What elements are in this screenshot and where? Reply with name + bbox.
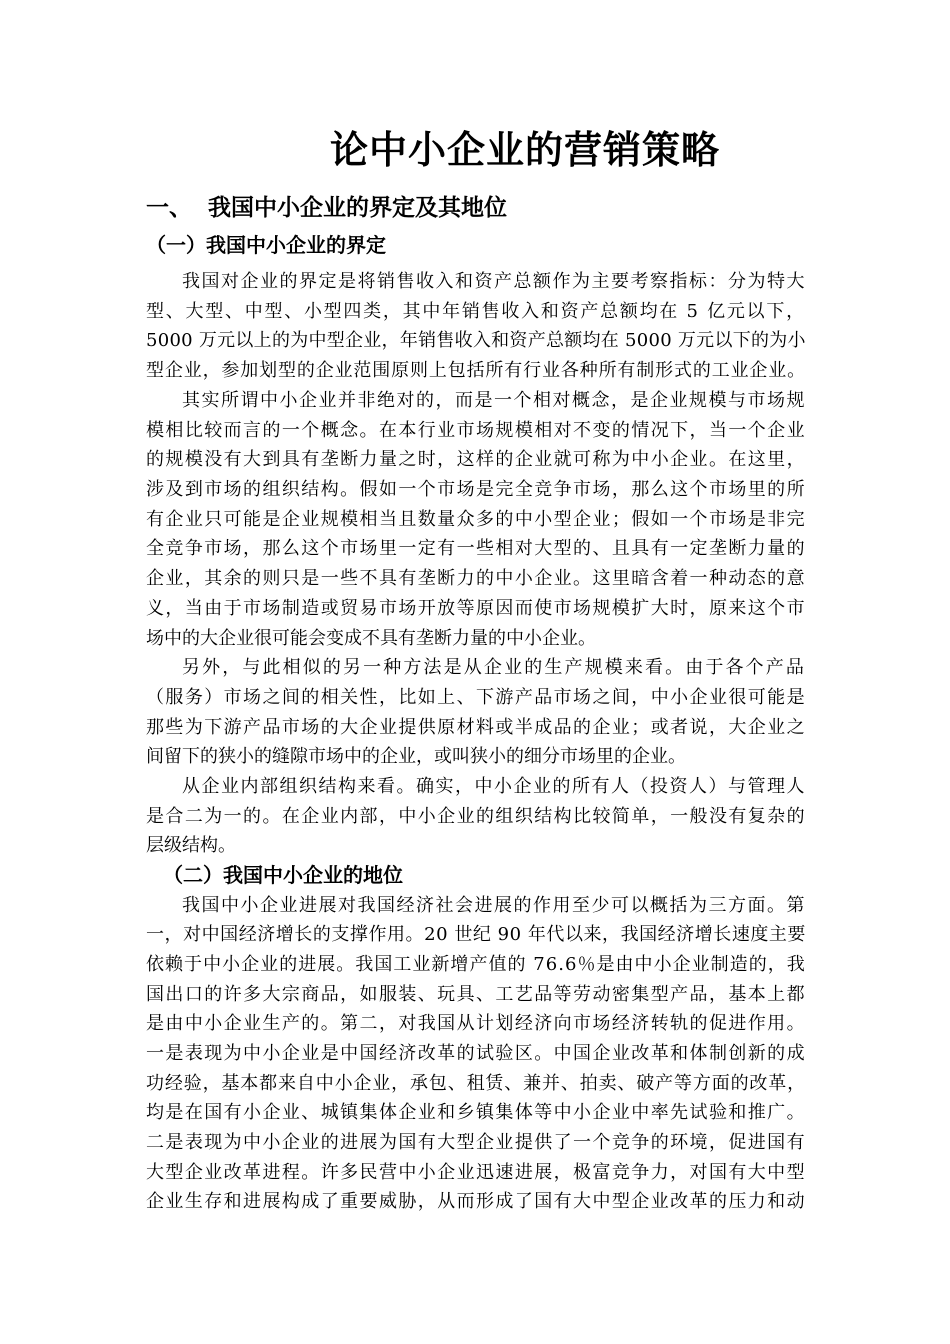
text-line: 有企业只可能是企业规模相当且数量众多的中小型企业；假如一个市场是非完: [146, 509, 806, 530]
text-line: （服务）市场之间的相关性，比如上、下游产品市场之间，中小企业很可能是: [146, 687, 806, 708]
section-number: 一、: [146, 195, 192, 221]
subsection-heading-2: （二）我国中小企业的地位: [163, 863, 403, 887]
text-line: 型、大型、中型、小型四类，其中年销售收入和资产总额均在 5 亿元以下，: [146, 301, 806, 322]
text-line: 全竞争市场，那么这个市场里一定有一些相对大型的、且具有一定垄断力量的: [146, 538, 806, 559]
text-line: 一是表现为中小企业是中国经济改革的试验区。中国企业改革和体制创新的成: [146, 1043, 806, 1064]
text-line: 的规模没有大到具有垄断力量之时，这样的企业就可称为中小企业。在这里，: [146, 449, 806, 470]
text-line: 企业，其余的则只是一些不具有垄断力的中小企业。这里暗含着一种动态的意: [146, 568, 806, 589]
text-line: 5000 万元以上的为中型企业，年销售收入和资产总额均在 5000 万元以下的为小: [146, 330, 806, 351]
document-title: 论中小企业的营销策略: [330, 128, 721, 172]
text-line: 依赖于中小企业的进展。我国工业新增产值的 76.6％是由中小企业制造的，我: [146, 954, 806, 975]
text-line: 义，当由于市场制造或贸易市场开放等原因而使市场规模扩大时，原来这个市: [146, 598, 806, 619]
text-line: 均是在国有小企业、城镇集体企业和乡镇集体等中小企业中率先试验和推广。: [146, 1102, 806, 1123]
text-line: 场中的大企业很可能会变成不具有垄断力量的中小企业。: [146, 628, 596, 649]
text-line: 模相比较而言的一个概念。在本行业市场规模相对不变的情况下，当一个企业: [146, 420, 806, 441]
text-line: 那些为下游产品市场的大企业提供原材料或半成品的企业；或者说，大企业之: [146, 717, 806, 738]
text-line: 层级结构。: [146, 835, 236, 856]
text-line: 另外，与此相似的另一种方法是从企业的生产规模来看。由于各个产品: [182, 657, 806, 678]
text-line: 二是表现为中小企业的进展为国有大型企业提供了一个竞争的环境，促进国有: [146, 1132, 806, 1153]
text-line: 企业生存和进展构成了重要威胁，从而形成了国有大中型企业改革的压力和动: [146, 1191, 806, 1212]
text-line: 是由中小企业生产的。第二，对我国从计划经济向市场经济转轨的促进作用。: [146, 1013, 806, 1034]
text-line: 其实所谓中小企业并非绝对的，而是一个相对概念，是企业规模与市场规: [182, 390, 806, 411]
text-line: 国出口的许多大宗商品，如服装、玩具、工艺品等劳动密集型产品，基本上都: [146, 984, 806, 1005]
text-line: 是合二为一的。在企业内部，中小企业的组织结构比较简单，一般没有复杂的: [146, 806, 806, 827]
text-line: 我国对企业的界定是将销售收入和资产总额作为主要考察指标：分为特大: [182, 271, 806, 292]
text-line: 我国中小企业进展对我国经济社会进展的作用至少可以概括为三方面。第: [182, 895, 806, 916]
text-line: 间留下的狭小的缝隙市场中的企业，或叫狭小的细分市场里的企业。: [146, 746, 686, 767]
text-line: 从企业内部组织结构来看。确实，中小企业的所有人（投资人）与管理人: [182, 776, 806, 797]
subsection-heading-1: （一）我国中小企业的界定: [146, 233, 386, 257]
text-line: 涉及到市场的组织结构。假如一个市场是完全竞争市场，那么这个市场里的所: [146, 479, 806, 500]
section-heading-text: 我国中小企业的界定及其地位: [208, 195, 507, 221]
section-heading-1: [146, 191, 507, 225]
text-line: 一，对中国经济增长的支撑作用。20 世纪 90 年代以来，我国经济增长速度主要: [146, 924, 806, 945]
text-line: 型企业，参加划型的企业范围原则上包括所有行业各种所有制形式的工业企业。: [146, 360, 806, 381]
text-line: 大型企业改革进程。许多民营中小企业迅速进展，极富竞争力，对国有大中型: [146, 1162, 806, 1183]
text-line: 功经验，基本都来自中小企业，承包、租赁、兼并、拍卖、破产等方面的改革，: [146, 1073, 806, 1094]
